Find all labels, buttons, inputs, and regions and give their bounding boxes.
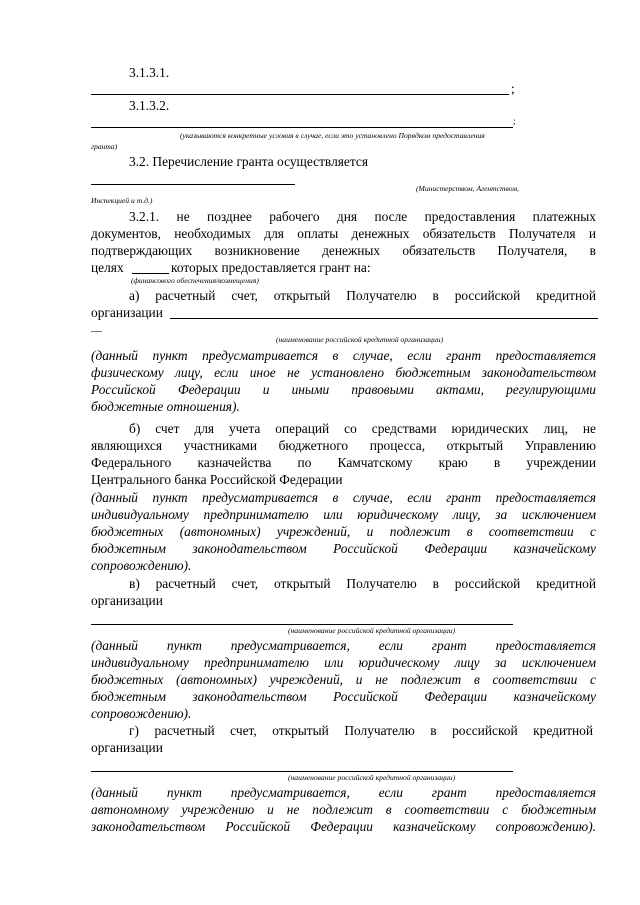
text-line: индивидуальному предпринимателю или юридическому лицу, за исключением [91,507,596,522]
text-line: (данный пункт предусматривается в случае, если грант предоставляется [91,490,596,505]
purpose-text: которых предоставляется грант на: [171,260,371,275]
text-line: автономному учреждению и не подлежит в соответствии с бюджетным [91,802,596,817]
text-line: в) расчетный счет, открытый Получателю в российской кредитной [129,576,596,591]
note-bank-g: (наименование российской кредитной организации) [288,773,456,782]
item-g-text [91,722,593,739]
text-line: бюджетным законодательством Российской Федерации казначейскому [91,689,596,704]
blank-line-3-1-3-1 [91,94,509,95]
item-g-organization-label: организации [91,740,163,755]
blank-line-purpose [132,273,169,274]
text-line: законодательством Российской Федерации казначейскому сопровождению). [91,819,596,834]
blank-line-bank-a [170,318,598,319]
note-bank-a: (наименование российской кредитной организации) [276,335,444,344]
text-line: являющихся участниками бюджетного процесса, открытый Управлению [91,438,596,453]
text-line: сопровождению). [91,558,192,573]
text-line: 3.2.1. не позднее рабочего дня после предоставления платежных [129,209,596,224]
dash: — [91,325,102,337]
item-v-text [91,575,596,592]
section-3-2-heading: 3.2. Перечисление гранта осуществляется [129,154,368,169]
item-b-note [91,489,596,574]
note-conditions-end: гранта) [91,142,118,151]
text-line: а) расчетный счет, открытый Получателю в российской кредитной [129,288,596,303]
text-line: (данный пункт предусматривается, если грант предоставляется [91,638,596,653]
note-bank-v: (наименование российской кредитной организации) [288,626,456,635]
text-line: Центрального банка Российской Федерации [91,472,343,487]
text-line: б) счет для учета операций со средствами юридических лиц, не [129,421,596,436]
text-line: бюджетные отношения). [91,399,240,414]
item-v-organization-label: организации [91,593,163,608]
text-line: бюджетных (автономных) учреждений, и подлежит в соответствии с [91,524,596,539]
text-line: подтверждающих возникновение денежных обязательств Получателя, в [91,243,596,258]
item-a-organization-label: организации [91,305,163,320]
text-line: г) расчетный счет, открытый Получателю в российской кредитной [129,723,593,738]
text-line: сопровождению). [91,706,192,721]
text-line: индивидуальному предпринимателю или юридическому лицу за исключением [91,655,596,670]
item-3-1-3-2-number: 3.1.3.2. [129,98,170,113]
note-ministry-end: Инспекцией и т.д.) [91,196,153,205]
blank-line-bank-g [91,771,513,772]
semicolon-2: ; [513,116,516,126]
item-g-note [91,784,596,835]
blank-line-bank-v [91,624,513,625]
item-a-text [91,287,596,304]
item-v-note [91,637,596,722]
note-finance: (финансового обеспечения/возмещения) [131,276,259,285]
text-line: Российской Федерации и иными правовыми актами, регулирующими [91,382,596,397]
note-conditions: (указываются конкретные условия в случае, если это установлено Порядком предоставления [180,131,485,140]
item-b-text [91,420,596,488]
text-line: (данный пункт предусматривается, если грант предоставляется [91,785,596,800]
text-line: бюджетных (автономных) учреждений, и не подлежит в соответствии с [91,672,596,687]
blank-line-3-1-3-2 [91,127,513,128]
item-a-note [91,347,596,415]
semicolon-1: ; [511,81,515,96]
blank-line-ministry [91,184,295,185]
text-line: Федерального казначейства по Камчатскому краю в учреждении [91,455,596,470]
purpose-label: целях [91,260,124,275]
item-3-1-3-1-number: 3.1.3.1. [129,65,170,80]
note-ministry: (Министерством, Агентством, [416,184,519,193]
text-line: документов, необходимых для оплаты денежных обязательств Получателя и [91,226,596,241]
section-3-2-1-paragraph [91,208,596,259]
text-line: (данный пункт предусматривается в случае, если грант предоставляется [91,348,596,363]
text-line: бюджетным законодательством Российской Федерации казначейскому [91,541,596,556]
text-line: физическому лицу, если иное не установлено бюджетным законодательством [91,365,596,380]
